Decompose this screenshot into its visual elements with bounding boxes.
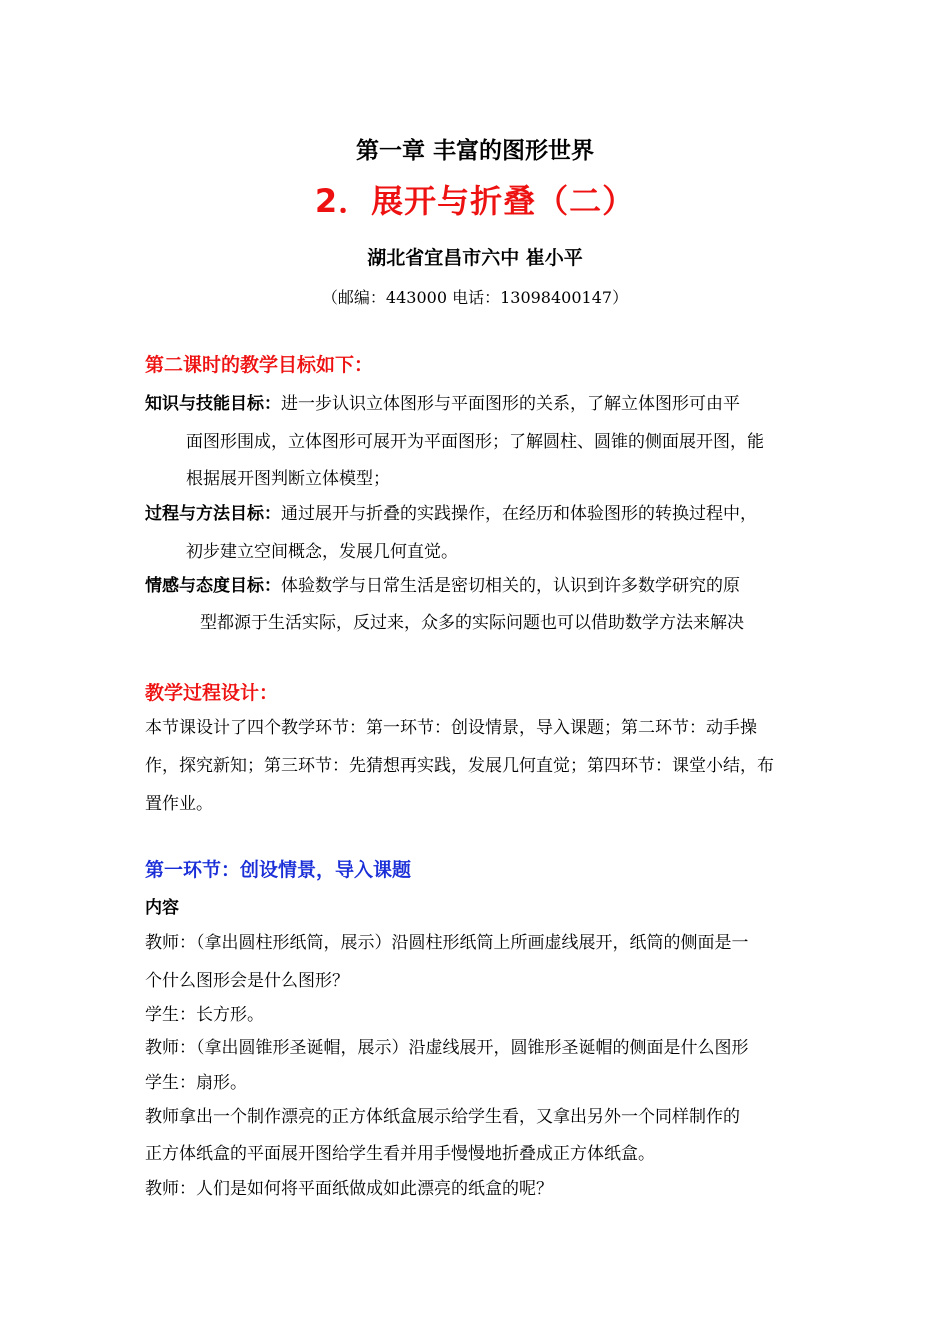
step1-line-3: 学生：长方形。 — [145, 1005, 264, 1025]
step1-line-6: 教师拿出一个制作漂亮的正方体纸盒展示给学生看，又拿出另外一个同样制作的 — [145, 1107, 740, 1127]
contact-line: （邮编：443000 电话：13098400147） — [321, 288, 629, 307]
lesson-title: 2．展开与折叠（二） — [314, 182, 636, 220]
knowledge-objective-line-1 — [145, 389, 740, 414]
knowledge-objective-text-1: 进一步认识立体图形与平面图形的关系，了解立体图形可由平 — [281, 394, 740, 414]
emotion-objective-label: 情感与态度目标： — [145, 576, 281, 596]
process-objective-label: 过程与方法目标： — [145, 504, 281, 524]
design-line-1: 本节课设计了四个教学环节：第一环节：创设情景，导入课题；第二环节：动手操 — [145, 718, 757, 738]
design-line-3: 置作业。 — [145, 794, 213, 814]
objectives-heading: 第二课时的教学目标如下： — [145, 354, 374, 376]
knowledge-objective-line-3: 根据展开图判断立体模型； — [186, 469, 390, 489]
step1-heading: 第一环节：创设情景，导入课题 — [145, 859, 412, 881]
process-objective-line-2: 初步建立空间概念，发展几何直觉。 — [186, 542, 458, 562]
knowledge-objective-label: 知识与技能目标： — [145, 394, 281, 414]
process-objective-text-1: 通过展开与折叠的实践操作，在经历和体验图形的转换过程中， — [281, 504, 757, 524]
step1-line-7: 正方体纸盒的平面展开图给学生看并用手慢慢地折叠成正方体纸盒。 — [145, 1144, 655, 1164]
knowledge-objective-line-2: 面图形围成，立体图形可展开为平面图形；了解圆柱、圆锥的侧面展开图，能 — [186, 432, 764, 452]
content-label: 内容 — [145, 898, 179, 918]
design-heading: 教学过程设计： — [145, 682, 279, 704]
step1-line-5: 学生：扇形。 — [145, 1073, 247, 1093]
author-line: 湖北省宜昌市六中 崔小平 — [367, 247, 583, 269]
step1-line-2: 个什么图形会是什么图形？ — [145, 971, 349, 991]
design-line-2: 作，探究新知；第三环节：先猜想再实践，发展几何直觉；第四环节：课堂小结，布 — [145, 756, 774, 776]
emotion-objective-line-1 — [145, 571, 740, 596]
step1-line-8: 教师：人们是如何将平面纸做成如此漂亮的纸盒的呢？ — [145, 1179, 553, 1199]
step1-line-4: 教师：（拿出圆锥形圣诞帽，展示）沿虚线展开，圆锥形圣诞帽的侧面是什么图形 — [145, 1038, 749, 1058]
emotion-objective-text-1: 体验数学与日常生活是密切相关的，认识到许多数学研究的原 — [281, 576, 740, 596]
chapter-title: 第一章 丰富的图形世界 — [355, 138, 594, 164]
emotion-objective-line-2: 型都源于生活实际，反过来，众多的实际问题也可以借助数学方法来解决 — [200, 613, 744, 633]
process-objective-line-1 — [145, 499, 757, 524]
step1-line-1: 教师：（拿出圆柱形纸筒，展示）沿圆柱形纸筒上所画虚线展开，纸筒的侧面是一 — [145, 933, 749, 953]
